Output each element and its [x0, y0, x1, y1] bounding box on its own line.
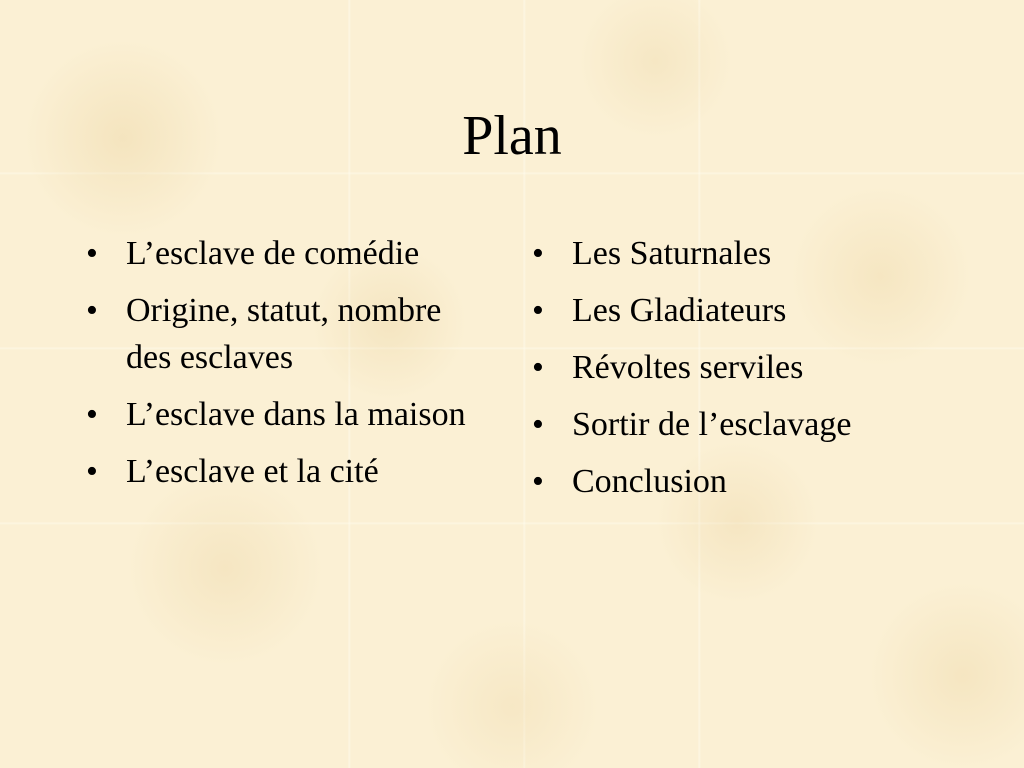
bullet-item	[528, 230, 948, 277]
bullet-item	[82, 230, 482, 277]
left-bullet-list	[82, 230, 482, 505]
bullet-text: L’esclave dans la maison	[126, 396, 466, 433]
right-bullet-list	[528, 230, 948, 515]
bullet-icon: •	[86, 235, 98, 272]
bullet-icon: •	[532, 235, 544, 272]
bullet-icon: •	[532, 349, 544, 386]
bullet-icon: •	[532, 463, 544, 500]
bullet-icon: •	[86, 453, 98, 490]
slide-title: Plan	[462, 105, 562, 167]
bullet-item	[82, 391, 482, 438]
bullet-text: Les Saturnales	[572, 235, 772, 272]
bullet-text: Révoltes serviles	[572, 349, 804, 386]
bullet-icon: •	[86, 292, 98, 329]
bullet-icon: •	[532, 406, 544, 443]
bullet-text: L’esclave de comédie	[126, 235, 420, 272]
bullet-text: Conclusion	[572, 463, 727, 500]
bullet-item	[82, 448, 482, 495]
bullet-item	[528, 287, 948, 334]
bullet-item	[528, 401, 948, 448]
bullet-item	[82, 287, 482, 381]
bullet-text: Origine, statut, nombre des esclaves	[126, 292, 442, 376]
bullet-item	[528, 458, 948, 505]
bullet-icon: •	[86, 396, 98, 433]
bullet-text: L’esclave et la cité	[126, 453, 379, 490]
bullet-text: Les Gladiateurs	[572, 292, 787, 329]
bullet-text: Sortir de l’esclavage	[572, 406, 852, 443]
bullet-item	[528, 344, 948, 391]
bullet-icon: •	[532, 292, 544, 329]
